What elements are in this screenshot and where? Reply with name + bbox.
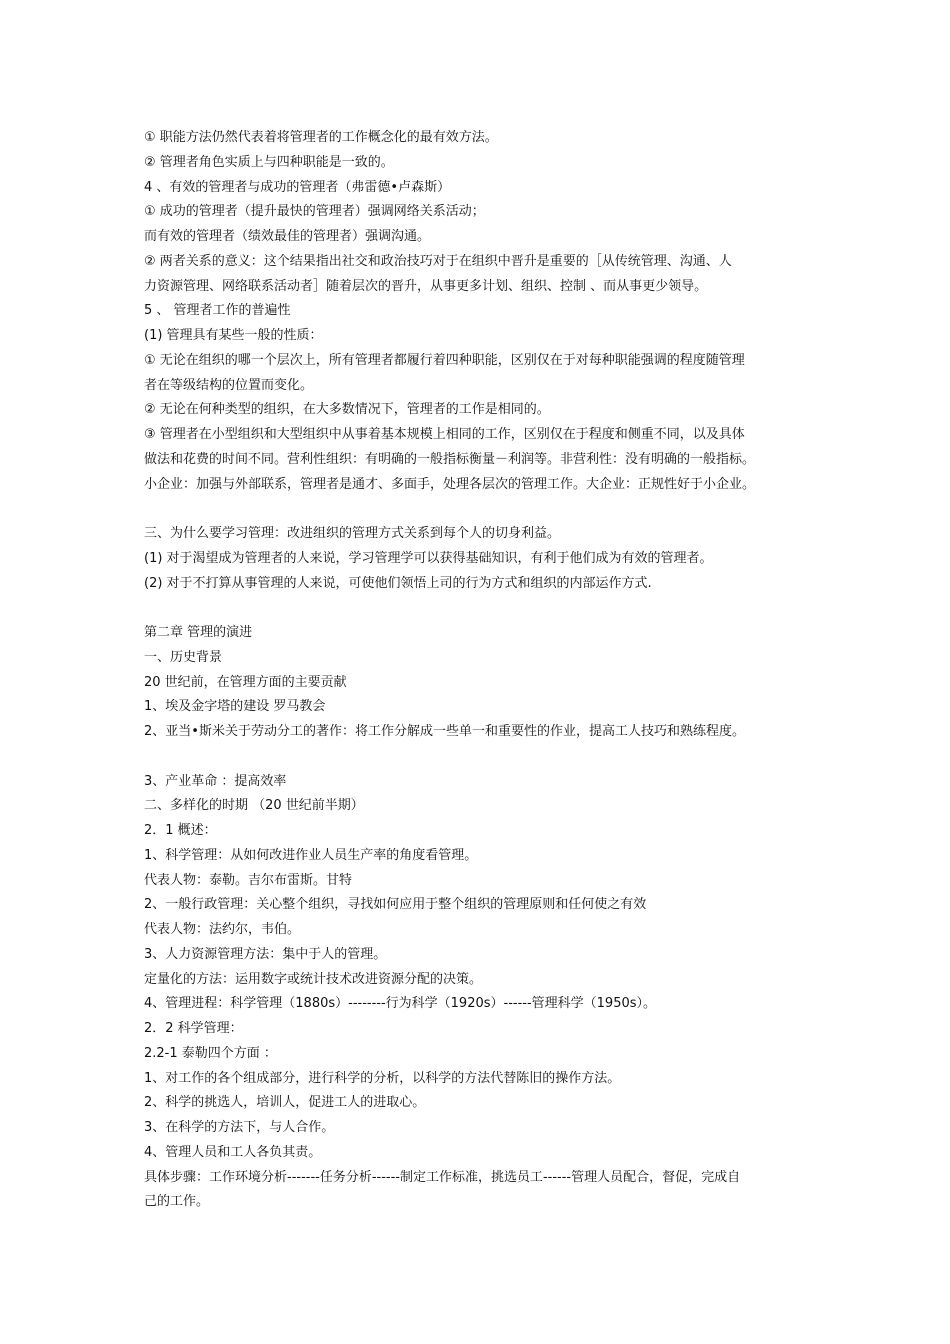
text-line: 1、科学管理：从如何改进作业人员生产率的角度看管理。	[144, 847, 478, 863]
text-line: 20 世纪前，在管理方面的主要贡献	[144, 674, 347, 690]
text-line: 而有效的管理者（绩效最佳的管理者）强调沟通。	[144, 229, 431, 244]
text-line: ② 两者关系的意义：这个结果指出社交和政治技巧对于在组织中晋升是重要的［从传统管理、沟通、人	[144, 253, 732, 269]
blank-line	[144, 497, 824, 522]
text-line: 做法和花费的时间不同。营利性组织：有明确的一般指标衡量－利润等。非营利性：没有明确的一般指标。	[144, 451, 756, 467]
text-line: ② 管理者角色实质上与四种职能是一致的。	[144, 154, 394, 170]
text-line: 力资源管理、网络联系活动者］随着层次的晋升，从事更多计划、组织、控制 、而从事更少领导。	[144, 278, 708, 294]
text-line: 2、一般行政管理：关心整个组织，寻找如何应用于整个组织的管理原则和任何使之有效	[144, 897, 647, 913]
section-heading: 三、为什么要学习管理：改进组织的管理方式关系到每个人的切身利益。	[144, 526, 561, 541]
text-line: 定量化的方法：运用数字或统计技术改进资源分配的决策。	[144, 971, 483, 987]
document-body	[144, 126, 824, 1215]
text-line: ① 职能方法仍然代表着将管理者的工作概念化的最有效方法。	[144, 130, 498, 145]
text-line: (2) 对于不打算从事管理的人来说，可使他们领悟上司的行为方式和组织的内部运作方式.	[144, 575, 652, 591]
text-line: 4、管理进程：科学管理（1880s）--------行为科学（1920s）------管理科学（1950s）。	[144, 996, 657, 1012]
text-line: 4、管理人员和工人各负其责。	[144, 1144, 322, 1160]
text-line: ② 无论在何种类型的组织，在大多数情况下，管理者的工作是相同的。	[144, 402, 550, 418]
subsection-heading: 2．2 科学管理：	[144, 1021, 243, 1036]
text-line: 2、亚当•斯米关于劳动分工的著作：将工作分解成一些单一和重要性的作业，提高工人技巧和熟练程度。	[144, 724, 745, 739]
text-line: 代表人物：法约尔，韦伯。	[144, 922, 301, 937]
text-line: 3、在科学的方法下，与人合作。	[144, 1120, 335, 1135]
section-heading: 一、历史背景	[144, 649, 223, 665]
text-line: ① 无论在组织的哪一个层次上，所有管理者都履行着四种职能，区别仅在于对每种职能强调的程度随管理	[144, 352, 745, 368]
text-line: 己的工作。	[144, 1194, 210, 1210]
section-heading: 二、多样化的时期 （20 世纪前半期）	[144, 798, 364, 814]
blank-line	[144, 596, 824, 621]
text-line: 3、人力资源管理方法：集中于人的管理。	[144, 946, 387, 962]
section-heading: 5 、 管理者工作的普遍性	[144, 303, 291, 319]
text-line: 3、产业革命 ：提高效率	[144, 773, 287, 789]
chapter-heading: 第二章 管理的演进	[144, 625, 253, 640]
blank-line	[144, 745, 824, 770]
text-line: 2、科学的挑选人，培训人，促进工人的进取心。	[144, 1095, 426, 1111]
text-line: (1) 对于渴望成为管理者的人来说，学习管理学可以获得基础知识，有利于他们成为有效的管理者。	[144, 550, 713, 566]
text-line: (1) 管理具有某些一般的性质：	[144, 328, 323, 343]
text-line: 小企业：加强与外部联系，管理者是通才、多面手，处理各层次的管理工作。大企业：正规性好于小企业。	[144, 476, 756, 492]
section-heading: 4 、有效的管理者与成功的管理者（弗雷德•卢森斯）	[144, 179, 451, 195]
text-line: 具体步骤：工作环境分析-------任务分析------制定工作标准，挑选员工------管理人员配合，督促，完成自	[144, 1169, 741, 1185]
text-line: 1、埃及金字塔的建设 罗马教会	[144, 699, 326, 715]
text-line: 1、对工作的各个组成部分，进行科学的分析，以科学的方法代替陈旧的操作方法。	[144, 1070, 621, 1086]
text-line: ① 成功的管理者（提升最快的管理者）强调网络关系活动；	[144, 204, 485, 220]
text-line: 者在等级结构的位置而变化。	[144, 377, 314, 393]
text-line: 代表人物：泰勒。吉尔布雷斯。甘特	[144, 872, 353, 888]
subsection-heading: 2.2-1 泰勒四个方面 ：	[144, 1045, 277, 1061]
text-line: ③ 管理者在小型组织和大型组织中从事着基本规模上相同的工作，区别仅在于程度和侧重不同，以及具体	[144, 427, 745, 442]
subsection-heading: 2．1 概述：	[144, 823, 217, 838]
